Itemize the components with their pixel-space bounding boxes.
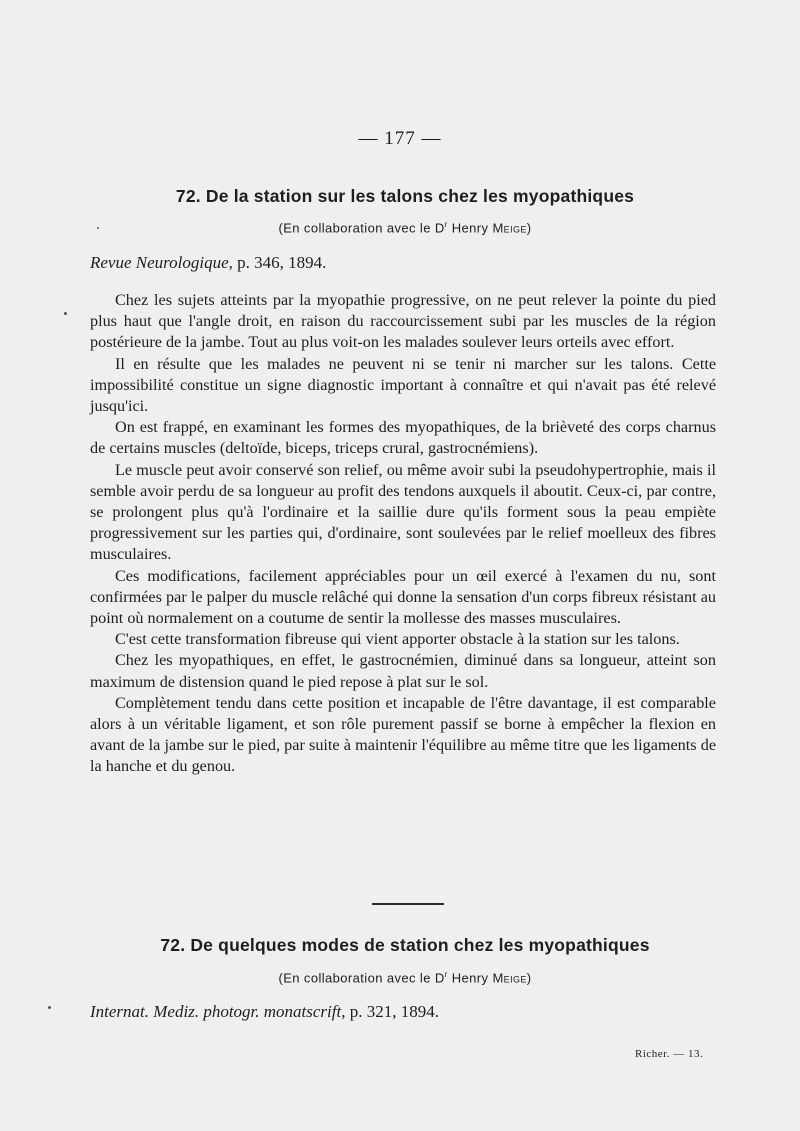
subheading-suffix: )	[526, 970, 532, 986]
scan-speck	[48, 1006, 51, 1009]
paragraph: Chez les myopathiques, en effet, le gastrocnémien, diminué dans sa longueur, atteint son maximum de distension quand le pied repose à plat sur le sol.	[90, 651, 716, 691]
paragraph: Complètement tendu dans cette position et incapable de l'être davantage, il est comparable alors à un véritable ligament, et son rôle purement passif se borne à empêcher la flexion en avant de la jambe sur le pied, par suite à maintenir l'équilibre au même titre que les ligaments de la hanche et du genou.	[90, 693, 716, 776]
subheading-prefix: (En collaboration avec le D	[278, 220, 445, 236]
subheading-sup: r	[444, 970, 448, 979]
section-heading-2: 72. De quelques modes de station chez les myopathiques	[160, 935, 650, 955]
subheading-surname: Meige	[492, 970, 527, 986]
subheading-name: Henry	[447, 220, 493, 236]
section-subheading-2	[80, 970, 730, 985]
citation-2	[90, 1002, 710, 1022]
paragraph: On est frappé, en examinant les formes des myopathiques, de la brièveté des corps charnus de certains muscles (deltoïde, biceps, triceps crural, gastrocnémiens).	[90, 418, 716, 458]
printer-signature-mark: Richer. — 13.	[635, 1048, 704, 1060]
section-heading-1: 72. De la station sur les talons chez les myopathiques	[175, 186, 635, 206]
citation-journal: Revue Neurologique	[90, 253, 229, 272]
paragraph: Ces modifications, facilement appréciables pour un œil exercé à l'examen du nu, sont confirmées par le palper du muscle relâché qui donne la sensation d'un corps fibreux résistant au point où normalement on a coutume de sentir la mollesse des masses musculaires.	[90, 566, 716, 628]
page-number: — 177 —	[358, 128, 442, 149]
section-divider	[372, 903, 444, 905]
citation-1	[90, 253, 710, 273]
citation-details: , p. 321, 1894.	[341, 1002, 439, 1021]
subheading-sup: r	[444, 220, 448, 229]
article-body	[90, 290, 716, 778]
subheading-prefix: (En collaboration avec le D	[278, 970, 445, 986]
paragraph: Le muscle peut avoir conservé son relief, ou même avoir subi la pseudohypertrophie, mais il semble avoir perdu de sa longueur au profit des tendons auxquels il aboutit. Ceux-ci, par contre, se prolongent plus qu'à l'ordinaire et la saillie dure qu'ils forment sous la peau empiète progressivement sur les parties qui, d'ordinaire, sont soulevées par le relief moelleux des fibres musculaires.	[90, 460, 716, 564]
paragraph: Il en résulte que les malades ne peuvent ni se tenir ni marcher sur les talons. Cette impossibilité constitue un signe diagnostic important à connaître et qui n'avait pas été relevé jusqu'ici.	[90, 354, 716, 416]
citation-journal: Internat. Mediz. photogr. monatscrift	[90, 1002, 342, 1021]
subheading-name: Henry	[447, 970, 493, 986]
subheading-suffix: )	[526, 220, 532, 236]
paragraph: C'est cette transformation fibreuse qui vient apporter obstacle à la station sur les talons.	[115, 630, 680, 649]
paragraph: Chez les sujets atteints par la myopathie progressive, on ne peut relever la pointe du pied plus haut que l'angle droit, en raison du raccourcissement subi par les muscles de la région postérieure de la jambe. Tout au plus voit-on les malades soulever leurs orteils avec effort.	[90, 291, 716, 352]
scan-speck	[64, 312, 67, 315]
section-subheading-1	[80, 220, 730, 235]
subheading-surname: Meige	[492, 220, 527, 236]
citation-details: , p. 346, 1894.	[228, 253, 327, 272]
scan-speck	[97, 227, 99, 229]
